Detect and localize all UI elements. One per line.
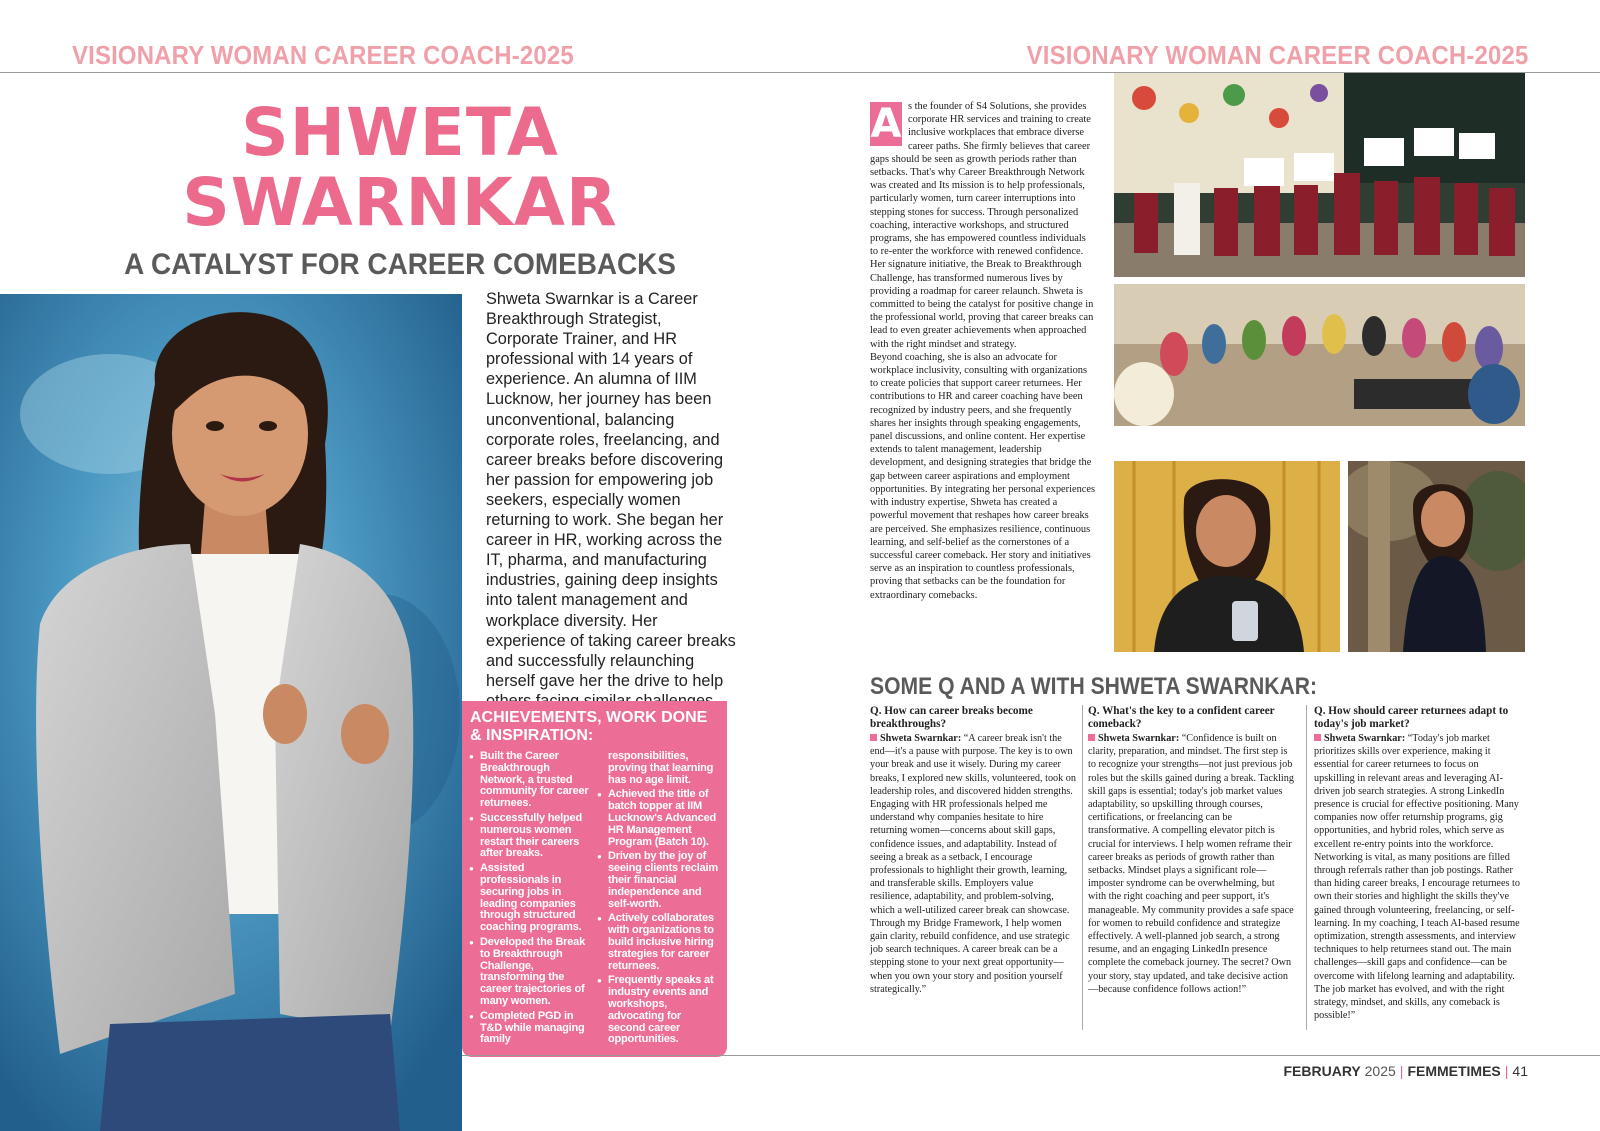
achievements-column-2 bbox=[596, 751, 720, 1049]
profile-name bbox=[110, 94, 690, 241]
photo-classroom-children bbox=[1114, 73, 1525, 277]
achievement-item: ● Achieved the title of batch topper at IIM Lucknow's Advanced HR Management Program (Batch 10). bbox=[608, 789, 720, 848]
profile-intro: Shweta Swarnkar is a Career Breakthrough Strategist, Corporate Trainer, and HR professional with 14 years of experience. An alumna of IIM Lucknow, her journey has been unconventional, balancing corporate roles, freelancing, and career breaks before discovering her passion for empowering job seekers, especially women returning to work. She began her career in HR, working across the IT, pharma, and manufacturing industries, gaining deep insights into talent management and workplace diversity. Her experience of taking career breaks and successfully relaunching herself gave her the drive to help bbox=[486, 290, 736, 690]
photo-portrait-outdoor bbox=[1348, 461, 1525, 652]
qa-question: Q. How can career breaks become breakthroughs? bbox=[870, 705, 1033, 730]
phone-portrait-illustration bbox=[1114, 461, 1340, 652]
dropcap: A bbox=[870, 101, 902, 147]
profile-name-line1: SHWETA bbox=[241, 94, 559, 171]
footer-magazine: FEMMETIMES bbox=[1407, 1063, 1501, 1079]
achievement-item: ● Actively collaborates with organizations to build inclusive hiring strategies for career returnees. bbox=[608, 913, 720, 972]
qa-answer: “A career break isn't the end—it's a pause with purpose. The key is to own your break and use it wisely. During my career breaks, I explored new skills, volunteered, took on leadership roles, and discovered hidden strengths. Engaging with HR professionals helped me understand why companies hesitate to hire returning women—concerns about skill gaps, confidence issues, and adaptability. Instead of seeing a break as a setback, I encourage professionals to highlight their growth, learning, and transferable skills. Employers value resilience, adaptability, and problem-solving, which a well-utilized career break can showcase. Through my Bridge Framework, I help women gain clarity, rebuild confidence, and use strategic job search techniques. A career break can be a stepping stone to your next great opportunity—when you own your story and position yourself strategically.” bbox=[870, 733, 1076, 995]
article-paragraph-1: s the founder of S4 Solutions, she provides corporate HR services and training to create inclusive workplaces that embrace diverse career paths. She firmly believes that career gaps should be seen as growth periods rather than setbacks. That's why Career Breakthrough Network was created and Its mission is to help professionals, particularly women, turn career interruptions into stepping stones for success. Through personalized coaching, interactive workshops, and structured programs, she has empowered countless individuals to re-enter the workforce with renewed confidence. bbox=[870, 101, 1091, 258]
footer-month: FEBRUARY bbox=[1283, 1063, 1361, 1079]
footer-year: 2025 bbox=[1364, 1063, 1396, 1079]
achievement-item: ● Developed the Break to Breakthrough Challenge, transforming the career trajectories of many women. bbox=[480, 937, 592, 1008]
portrait-illustration bbox=[0, 294, 462, 1131]
article-paragraph-2: Her signature initiative, the Break to Breakthrough Challenge, has transformed numerous lives by providing a roadmap for career relaunch. Shweta is committed to being the catalyst for positive change in the professional world, proving that career breaks can lead to even greater achievements when approached with the right mindset and strategy. bbox=[870, 259, 1094, 350]
achievement-item: ● Built the Career Breakthrough Network, a trusted community for career returnees. bbox=[480, 751, 592, 810]
achievement-item: ● Completed PGD in T&D while managing family bbox=[480, 1011, 592, 1046]
footer-rule bbox=[462, 1055, 1600, 1056]
qa-divider bbox=[1306, 705, 1307, 1030]
portrait-photo bbox=[0, 294, 462, 1131]
outdoor-portrait-illustration bbox=[1348, 461, 1525, 652]
qa-speaker: Shweta Swarnkar: bbox=[1098, 733, 1180, 744]
qa-answer: “Today's job market prioritizes skills over experience, making it essential for career returnees to focus on upskilling in relevant areas and leveraging AI-driven job search strategies. A strong LinkedIn presence is crucial for effective positioning. Many companies now offer returnship programs, gig opportunities, and hybrid roles, which serve as excellent re-entry points into the workforce. Networking is vital, as many positions are filled through referrals rather than job postings. Rather than hiding career breaks, I encourage returnees to own their stories and highlight the skills they've gained through volunteering, freelancing, or self-learning. In my coaching, I teach AI-based resume optimization, strength assessments, and interview techniques to help returnees stand out. The main challenges—skill gaps and confidence—can be overcome with lifelong learning and adaptability. The job market has evolved, and with the right strategy, mindset, and skills, any comeback is possible!” bbox=[1314, 733, 1520, 1022]
page-footer bbox=[1283, 1063, 1528, 1079]
photo-portrait-phone bbox=[1114, 461, 1340, 652]
footer-separator: | bbox=[1504, 1063, 1509, 1079]
achievement-item: ● Frequently speaks at industry events and workshops, advocating for second career opportunities. bbox=[608, 975, 720, 1046]
achievement-item: ● Driven by the joy of seeing clients reclaim their financial independence and self-worth. bbox=[608, 851, 720, 910]
qa-answer: “Confidence is built on clarity, preparation, and mindset. The first step is to recognize your strengths—not just previous job roles but the skills gained during a break. Tackling skill gaps is essential; today's job market values adaptability, so upskilling through courses, certifications, or freelancing can be transformative. A compelling elevator pitch is crucial for interviews. I help women reframe their career breaks as periods of growth rather than setbacks. Mindset plays a significant role—imposter syndrome can be overwhelming, but with the right coaching and peer support, it's manageable. My community provides a safe space for women to rebuild confidence and strategize effectively. A well-planned job search, a strong resume, and an engaging LinkedIn presence complete the comeback journey. The secret? Own your story, stay updated, and take decisive action—because confidence follows action!” bbox=[1088, 733, 1294, 995]
profile-subtitle: A CATALYST FOR CAREER COMEBACKS bbox=[124, 248, 676, 281]
footer-page-number: 41 bbox=[1512, 1063, 1528, 1079]
classroom-photo-illustration bbox=[1114, 73, 1525, 277]
qa-speaker: Shweta Swarnkar: bbox=[880, 733, 962, 744]
qa-divider bbox=[1082, 705, 1083, 1030]
achievement-item: ● Successfully helped numerous women restart their careers after breaks. bbox=[480, 813, 592, 860]
qa-item-3 bbox=[1314, 705, 1520, 1022]
achievements-box bbox=[462, 701, 727, 1057]
workshop-photo-illustration bbox=[1114, 284, 1525, 426]
achievements-title: ACHIEVEMENTS, WORK DONE & INSPIRATION: bbox=[470, 709, 708, 744]
article-paragraph-3: Beyond coaching, she is also an advocate for workplace inclusivity, consulting with organizations to create policies that support career returnees. Her contributions to HR and career coaching have been recognized by industry peers, and she frequently shares her insights through speaking engagements, panel discussions, and online content. Her expertise extends to talent management, leadership development, and designing strategies that bridge the gap between career aspirations and employment opportunities. By integrating her personal experiences with industry expertise, Shweta has created a powerful movement that reshapes how career breaks are perceived. She emphasizes resilience, continuous learning, and self-belief as the cornerstones of a successful career comeback. Her story and initiatives serve as an inspiration to countless professionals, proving that setbacks can be the foundation for extraordinary comebacks. bbox=[870, 351, 1096, 601]
profile-name-line2: SWARNKAR bbox=[182, 164, 618, 241]
qa-speaker: Shweta Swarnkar: bbox=[1324, 733, 1406, 744]
square-bullet-icon bbox=[1088, 734, 1095, 741]
photo-workshop-circle bbox=[1114, 284, 1525, 426]
qa-item-2 bbox=[1088, 705, 1294, 996]
qa-question: Q. How should career returnees adapt to today's job market? bbox=[1314, 705, 1509, 730]
square-bullet-icon bbox=[1314, 734, 1321, 741]
footer-separator: | bbox=[1399, 1063, 1404, 1079]
achievement-item: responsibilities, proving that learning has no age limit. bbox=[608, 750, 714, 786]
qa-question: Q. What's the key to a confident career comeback? bbox=[1088, 705, 1275, 730]
achievements-column-1 bbox=[468, 751, 592, 1049]
qa-heading: SOME Q AND A WITH SHWETA SWARNKAR: bbox=[870, 673, 1318, 700]
qa-item-1 bbox=[870, 705, 1076, 996]
article-body bbox=[870, 100, 1096, 602]
running-header-left: VISIONARY WOMAN CAREER COACH-2025 bbox=[72, 40, 574, 70]
square-bullet-icon bbox=[870, 734, 877, 741]
running-header-right: VISIONARY WOMAN CAREER COACH-2025 bbox=[1026, 40, 1528, 70]
achievement-item: ● Assisted professionals in securing jobs in leading companies through structured coaching programs. bbox=[480, 863, 592, 934]
